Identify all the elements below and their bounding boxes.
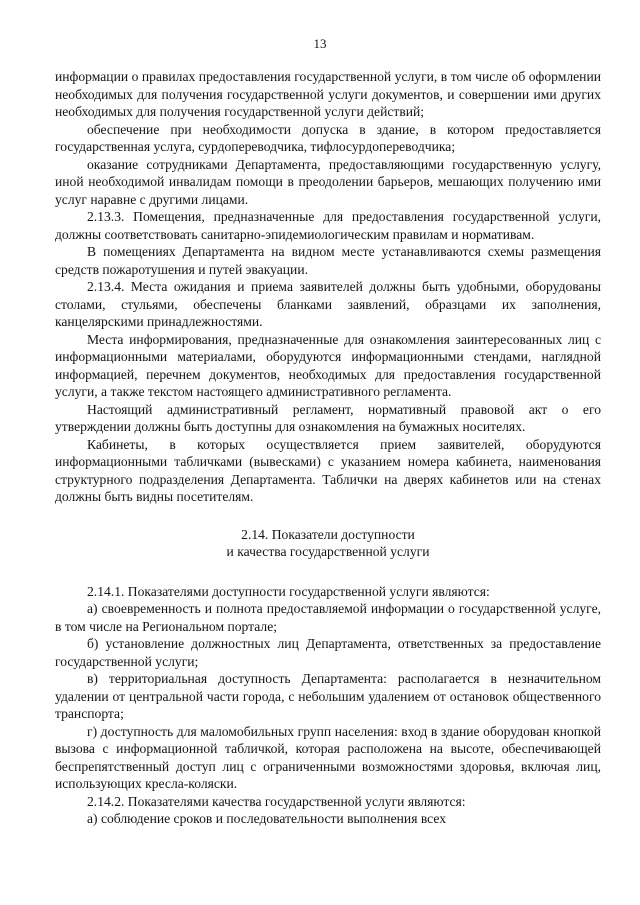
document-body [55,68,601,828]
paragraph: а) своевременность и полнота предоставляемой информации о государственной услуге, в том числе на Региональном портале; [55,601,601,634]
page-number: 13 [313,36,327,51]
paragraph: а) соблюдение сроков и последовательности выполнения всех [87,811,447,826]
paragraph: Места информирования, предназначенные для ознакомления заинтересованных лиц с информационными материалами, оборудуются информационными стендами, наглядной информацией, перечнем документов, необходимых для предоставления государственной услуги, а также текстом настоящего административного регламента. [55,331,601,399]
paragraph: информации о правилах предоставления государственной услуги, в том числе об оформлении необходимых для получения государственной услуги документов, и совершении ими других необходимых для получения государственной услуги действий; [55,69,601,119]
paragraph: 2.13.4. Места ожидания и приема заявителей должны быть удобными, оборудованы столами, стульями, обеспечены бланками заявлений, образцами их заполнения, канцелярскими принадлежностями. [55,279,601,329]
paragraph: 2.14.2. Показателями качества государственной услуги являются: [87,793,466,809]
paragraph: обеспечение при необходимости допуска в здание, в котором предоставляется государственная услуга, сурдопереводчика, тифлосурдопереводчика; [55,121,601,154]
paragraph: оказание сотрудниками Департамента, предоставляющими государственную услугу, иной необходимой инвалидам помощи в преодолении барьеров, мешающих получению ими услуг наравне с другими лицами. [55,156,601,207]
section-heading [55,526,601,561]
paragraph: б) установление должностных лиц Департамента, ответственных за предоставление государственной услуги; [55,636,601,669]
section-heading-line-2: и качества государственной услуги [226,544,430,559]
paragraph: 2.13.3. Помещения, предназначенные для предоставления государственной услуги, должны соответствовать санитарно-эпидемиологическим правилам и нормативам. [55,209,601,242]
paragraph: г) доступность для маломобильных групп населения: вход в здание оборудован кнопкой вызова с информационной табличкой, которая расположена на высоте, обеспечивающей беспрепятственный доступ лиц с ограниченными возможностями здоровья, включая лиц, использующих кресла-коляски. [55,723,601,791]
paragraph: Кабинеты, в которых осуществляется прием заявителей, оборудуются информационными табличками (вывесками) с указанием номера кабинета, наименования структурного подразделения Департамента. Таблички на дверях кабинетов или на стенах должны быть видны посетителям. [55,436,601,504]
paragraph: в) территориальная доступность Департамента: располагается в незначительном удалении от центральной части города, с небольшим удалением от остановок общественного транспорта; [55,671,601,721]
section-heading-line-1: 2.14. Показатели доступности [241,526,415,542]
paragraph: Настоящий административный регламент, нормативный правовой акт о его утверждении должны быть доступны для ознакомления на бумажных носителях. [55,401,601,434]
paragraph: В помещениях Департамента на видном месте устанавливаются схемы размещения средств пожаротушения и путей эвакуации. [55,244,601,277]
paragraph: 2.14.1. Показателями доступности государственной услуги являются: [87,583,490,599]
